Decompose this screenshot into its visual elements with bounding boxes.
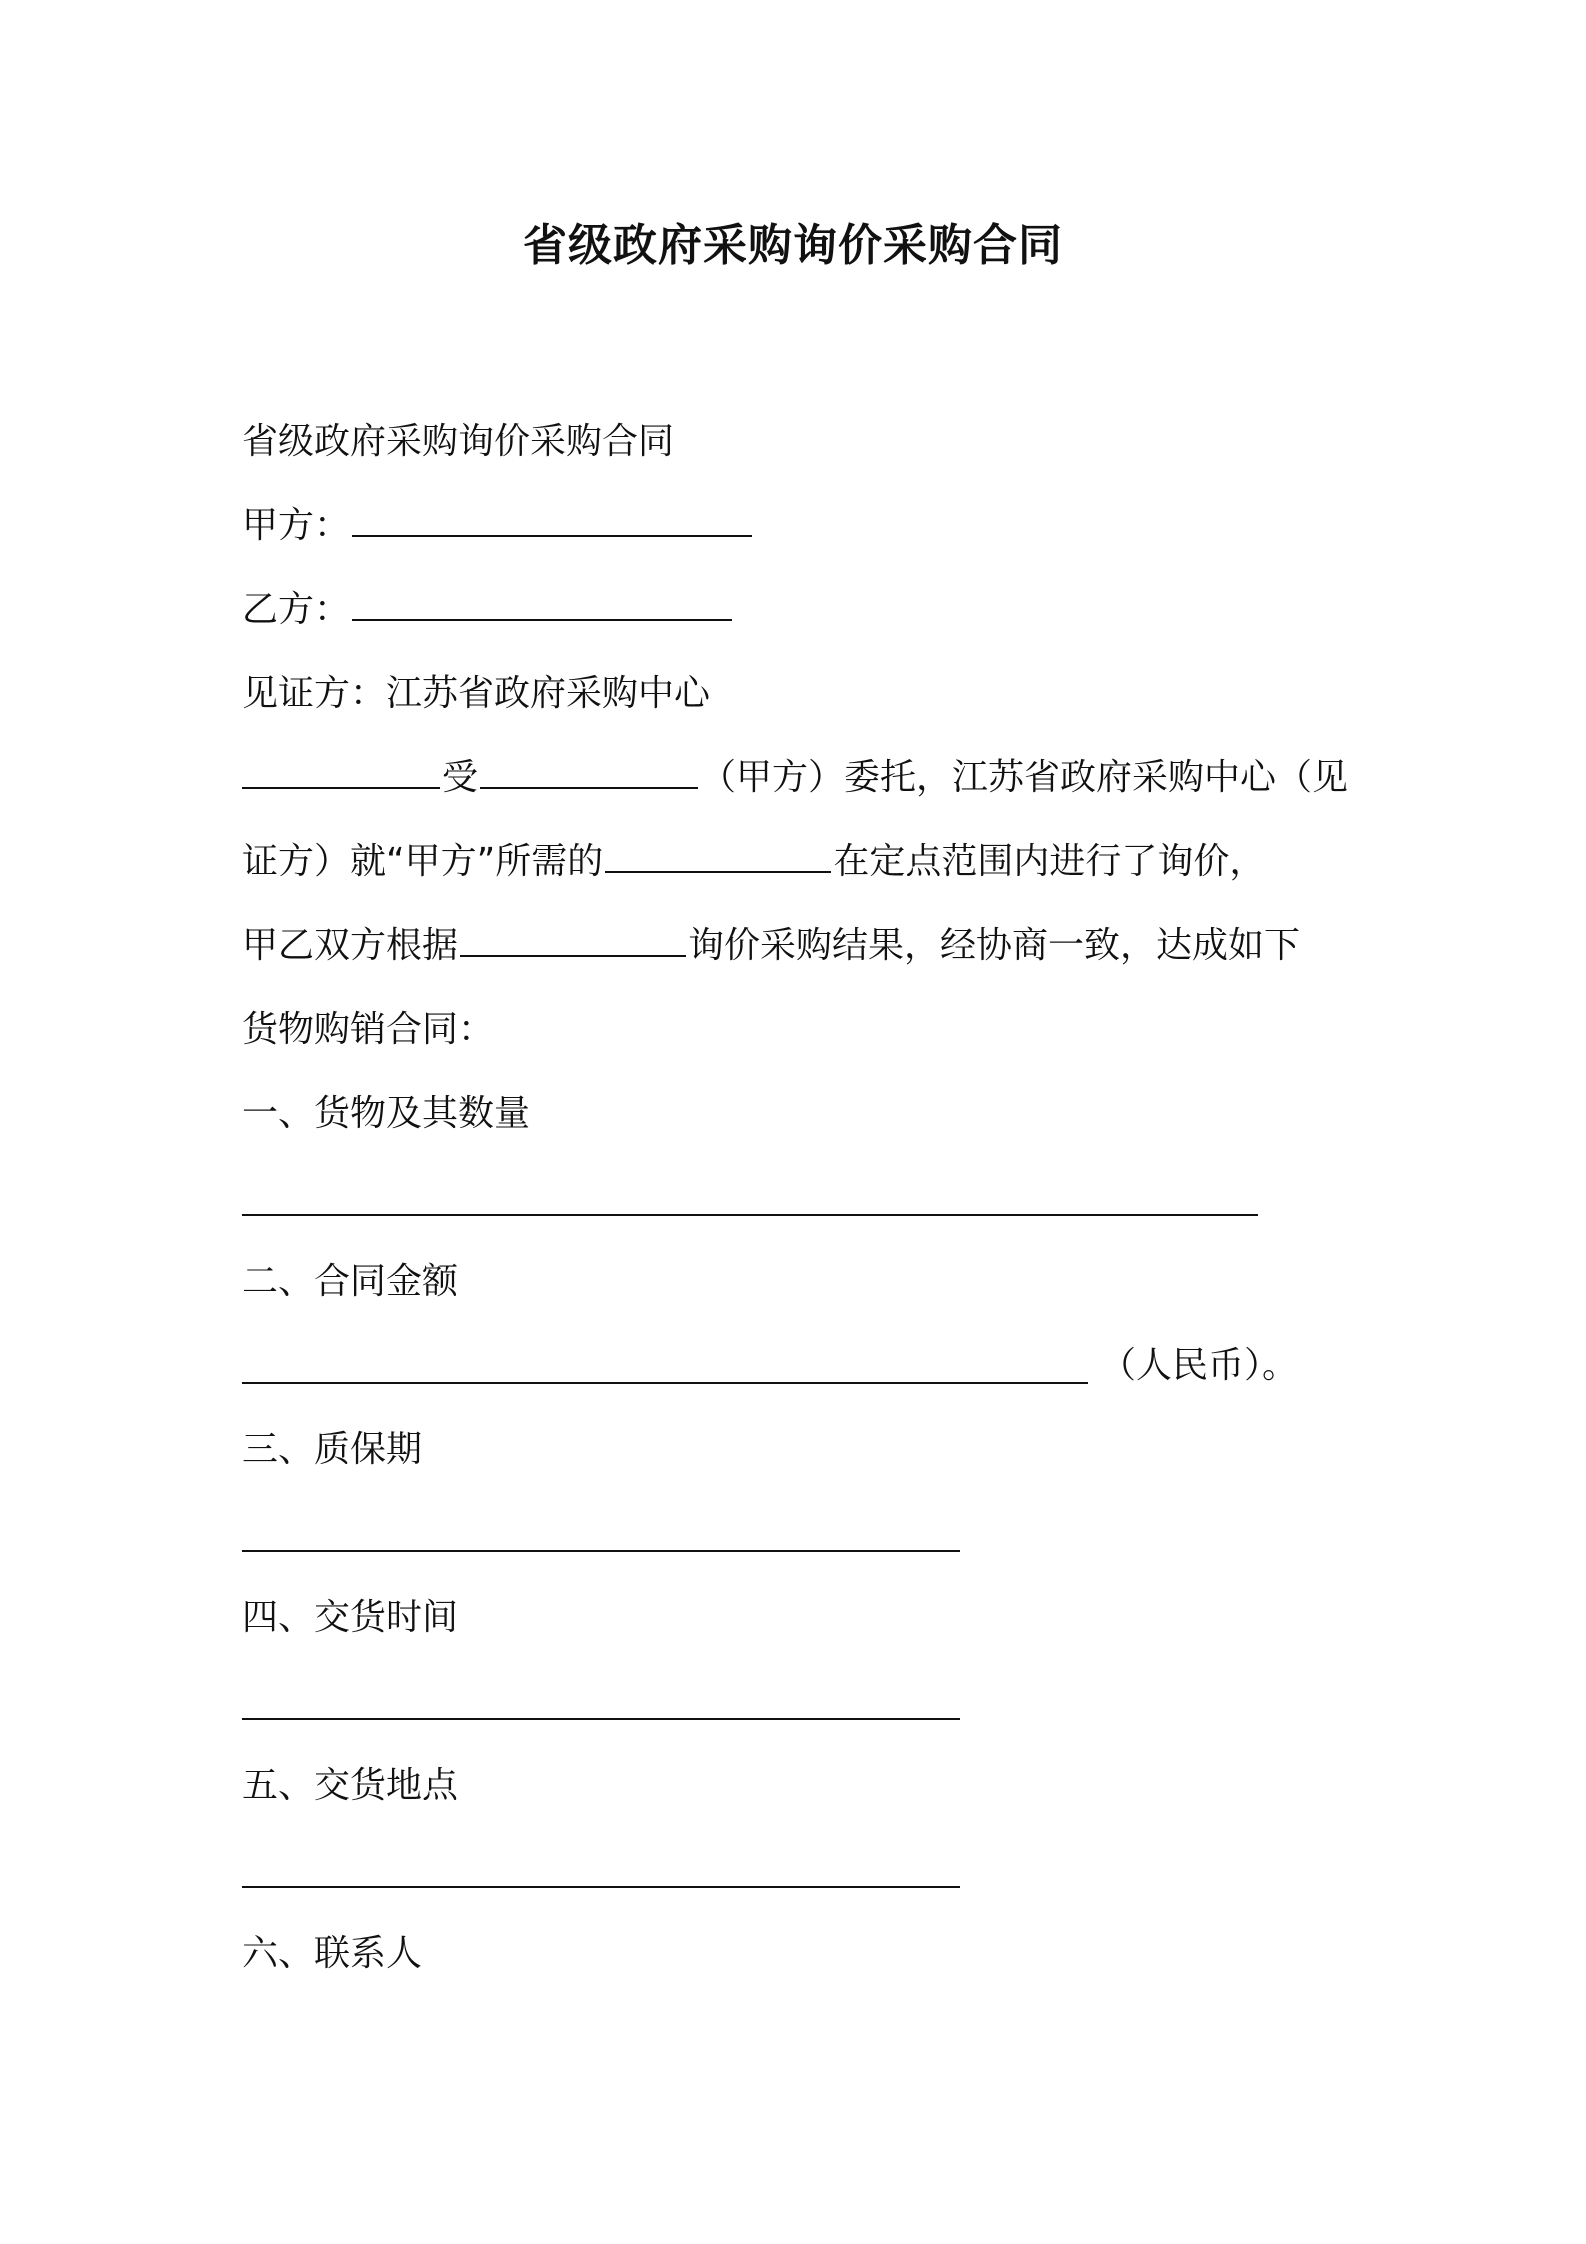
document-title: 省级政府采购询价采购合同 [523,220,1063,271]
party-b-label: 乙方： [242,589,351,630]
warranty-blank[interactable] [242,1516,960,1552]
currency-suffix: （人民币）。 [1100,1345,1299,1386]
contract-amount-line [242,1324,1362,1408]
paragraph-text: 甲乙双方根据 [242,925,459,966]
paragraph-line-2 [242,820,1362,904]
section-contract-amount: 二、合同金额 [242,1261,459,1302]
section-goods-quantity: 一、货物及其数量 [242,1093,531,1134]
paragraph-line-3 [242,904,1362,988]
delivery-time-blank[interactable] [242,1684,960,1720]
paragraph-line-4: 货物购销合同： [242,1009,495,1050]
paragraph-text: 受 [442,757,479,798]
party-a-line [242,484,1362,568]
party-b-blank[interactable] [352,585,732,621]
goods-needed-blank[interactable] [605,837,831,873]
entrusting-party-blank[interactable] [480,753,698,789]
contract-amount-blank[interactable] [242,1348,1088,1384]
document-body [242,400,1362,1996]
document-heading: 省级政府采购询价采购合同 [242,421,675,462]
section-delivery-time: 四、交货时间 [242,1597,459,1638]
entrusted-party-blank[interactable] [242,753,440,789]
section-warranty: 三、质保期 [242,1429,423,1470]
goods-quantity-line [242,1156,1362,1240]
paragraph-text: 询价采购结果，经协商一致，达成如下 [688,925,1301,966]
section-delivery-place: 五、交货地点 [242,1765,459,1806]
paragraph-text: （甲方）委托，江苏省政府采购中心（见 [700,757,1349,798]
goods-quantity-blank[interactable] [242,1180,1258,1216]
paragraph-text: 证方）就“甲方”所需的 [242,841,604,882]
witness-line: 见证方：江苏省政府采购中心 [242,673,711,714]
inquiry-ref-blank[interactable] [460,921,686,957]
section-contact: 六、联系人 [242,1933,423,1974]
paragraph-line-1 [242,736,1362,820]
warranty-line [242,1492,1362,1576]
delivery-place-blank[interactable] [242,1852,960,1888]
delivery-place-line [242,1828,1362,1912]
party-b-line [242,568,1362,652]
paragraph-text: 在定点范围内进行了询价， [833,841,1266,882]
party-a-blank[interactable] [352,501,752,537]
party-a-label: 甲方： [242,505,351,546]
delivery-time-line [242,1660,1362,1744]
